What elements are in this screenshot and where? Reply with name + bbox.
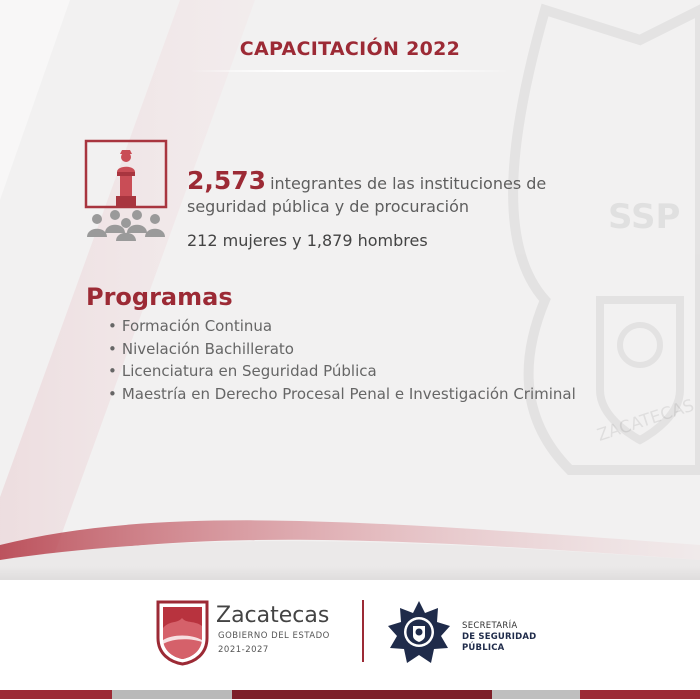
list-item bbox=[108, 338, 576, 361]
program-label: Licenciatura en Seguridad Pública bbox=[121, 362, 377, 380]
ssp-star-badge-icon bbox=[387, 600, 451, 664]
bottom-color-bar bbox=[0, 690, 700, 699]
program-label: Nivelación Bachillerato bbox=[121, 339, 294, 358]
watermark-zacatecas-text: ZACATECAS bbox=[594, 395, 697, 446]
program-label: Maestría en Derecho Procesal Penal e Investigación Criminal bbox=[121, 384, 576, 403]
zacatecas-subtitle: GOBIERNO DEL ESTADO bbox=[218, 631, 330, 641]
bar-segment bbox=[0, 690, 112, 699]
diagonal-stripe-light bbox=[0, 0, 70, 200]
stat-description-part1: integrantes de las instituciones de bbox=[270, 174, 547, 193]
ssp-line1: SECRETARÍA bbox=[462, 621, 518, 631]
bullet: • bbox=[108, 317, 117, 335]
bullet: • bbox=[108, 339, 117, 358]
footer-divider bbox=[362, 600, 364, 662]
bar-segment bbox=[580, 690, 700, 699]
program-label: Formación Continua bbox=[121, 317, 273, 335]
bar-segment bbox=[492, 690, 580, 699]
zacatecas-shield-icon bbox=[155, 598, 210, 666]
zacatecas-years: 2021-2027 bbox=[218, 645, 269, 655]
ssp-line2: DE SEGURIDAD bbox=[462, 632, 537, 642]
list-item bbox=[108, 383, 576, 406]
stat-description-part2: seguridad pública y de procuración bbox=[187, 197, 470, 216]
participants-count: 2,573 bbox=[187, 166, 267, 195]
bullet: • bbox=[108, 362, 117, 380]
list-item bbox=[108, 315, 576, 338]
zacatecas-wordmark: Zacatecas bbox=[216, 603, 330, 628]
list-item bbox=[108, 360, 576, 383]
bar-segment bbox=[232, 690, 492, 699]
programs-heading: Programas bbox=[86, 283, 233, 311]
stat-summary bbox=[187, 166, 546, 195]
ssp-line3: PÚBLICA bbox=[462, 643, 505, 653]
gender-breakdown: 212 mujeres y 1,879 hombres bbox=[187, 231, 428, 250]
podium-audience-icon bbox=[83, 139, 171, 245]
page-title: CAPACITACIÓN 2022 bbox=[239, 38, 461, 60]
title-underline bbox=[190, 70, 510, 72]
bar-segment bbox=[112, 690, 232, 699]
footer bbox=[0, 580, 700, 699]
bullet: • bbox=[108, 384, 117, 403]
programs-list bbox=[108, 315, 576, 405]
watermark-ssp-text: SSP bbox=[608, 197, 681, 237]
